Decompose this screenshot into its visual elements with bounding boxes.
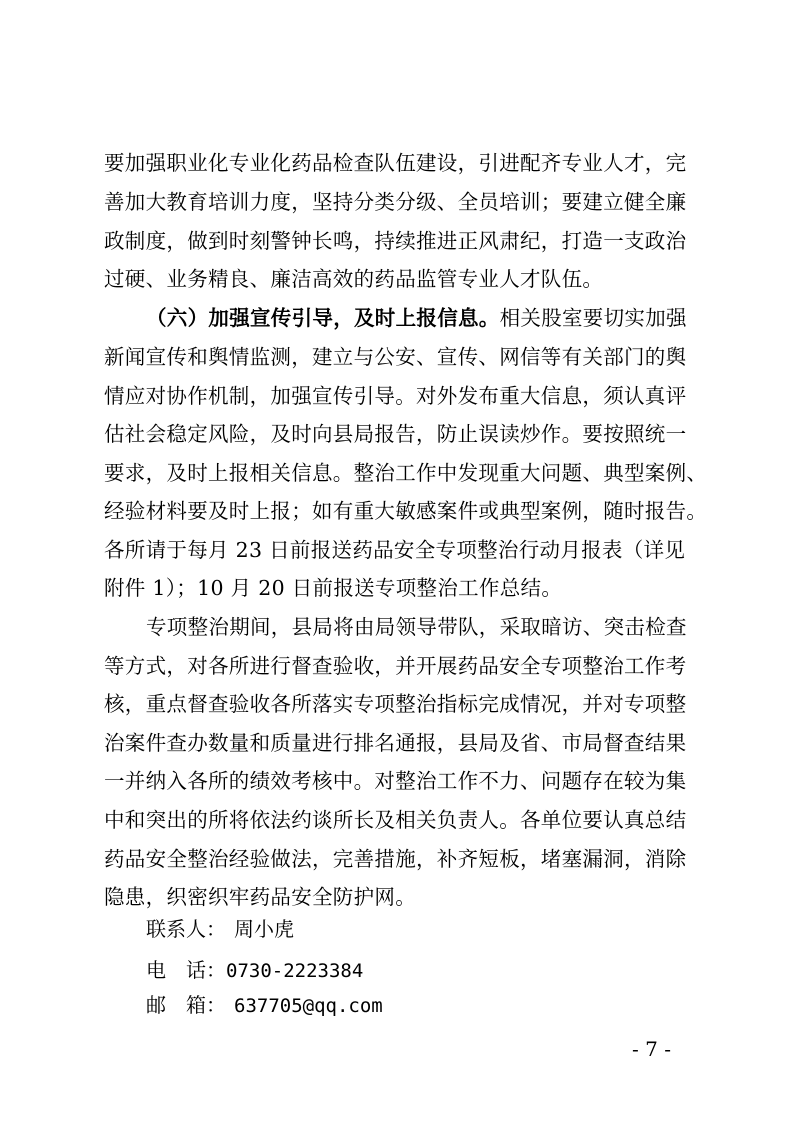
body-line: 中和突出的所将依法约谈所长及相关负责人。各单位要认真总结	[104, 808, 687, 832]
body-line: 过硬、业务精良、廉洁高效的药品监管专业人才队伍。	[104, 267, 604, 291]
body-line: 估社会稳定风险，及时向县局报告，防止误读炒作。要按照统一	[104, 422, 687, 446]
body-line: 要加强职业化专业化药品检查队伍建设，引进配齐专业人才，完	[104, 151, 687, 175]
contact-phone-label: 电 话：	[146, 958, 226, 982]
section-heading: （六）加强宣传引导，及时上报信息。	[146, 306, 500, 330]
contact-email-label: 邮 箱：	[146, 993, 226, 1017]
contact-email	[146, 990, 383, 1021]
body-line: 核，重点督查验收各所落实专项整治指标完成情况，并对专项整	[104, 692, 687, 716]
body-line: 情应对协作机制，加强宣传引导。对外发布重大信息，须认真评	[104, 384, 687, 408]
body-line: 等方式，对各所进行督查验收，并开展药品安全专项整治工作考	[104, 654, 687, 678]
body-line: 要求，及时上报相关信息。整治工作中发现重大问题、典型案例、	[104, 461, 708, 485]
body-line: 政制度，做到时刻警钟长鸣，持续推进正风肃纪，打造一支政治	[104, 229, 687, 253]
body-line: 隐患，织密织牢药品安全防护网。	[104, 885, 416, 909]
body-line: 一并纳入各所的绩效考核中。对整治工作不力、问题存在较为集	[104, 769, 687, 793]
contact-phone-value: 0730-2223384	[226, 960, 364, 982]
body-line: 新闻宣传和舆情监测，建立与公安、宣传、网信等有关部门的舆	[104, 345, 687, 369]
contact-person-value: 周小虎	[234, 917, 294, 941]
body-line: 附件 1）；10 月 20 日前报送专项整治工作总结。	[104, 576, 563, 600]
body-line: 治案件查办数量和质量进行排名通报，县局及省、市局督查结果	[104, 731, 687, 755]
contact-person	[146, 914, 294, 944]
contact-person-label: 联系人：	[146, 917, 226, 941]
body-line: 药品安全整治经验做法，完善措施，补齐短板，堵塞漏洞，消除	[104, 847, 687, 871]
contact-phone	[146, 955, 363, 986]
body-text: 相关股室要切实加强	[499, 306, 687, 330]
section-heading-line	[146, 301, 687, 335]
body-line: 专项整治期间，县局将由局领导带队，采取暗访、突击检查	[146, 615, 687, 639]
body-line: 各所请于每月 23 日前报送药品安全专项整治行动月报表（详见	[104, 538, 686, 562]
body-line: 经验材料要及时上报；如有重大敏感案件或典型案例，随时报告。	[104, 499, 708, 523]
page-number: - 7 -	[632, 1037, 671, 1061]
contact-email-value[interactable]: 637705@qq.com	[234, 995, 383, 1017]
body-line: 善加大教育培训力度，坚持分类分级、全员培训；要建立健全廉	[104, 190, 687, 214]
